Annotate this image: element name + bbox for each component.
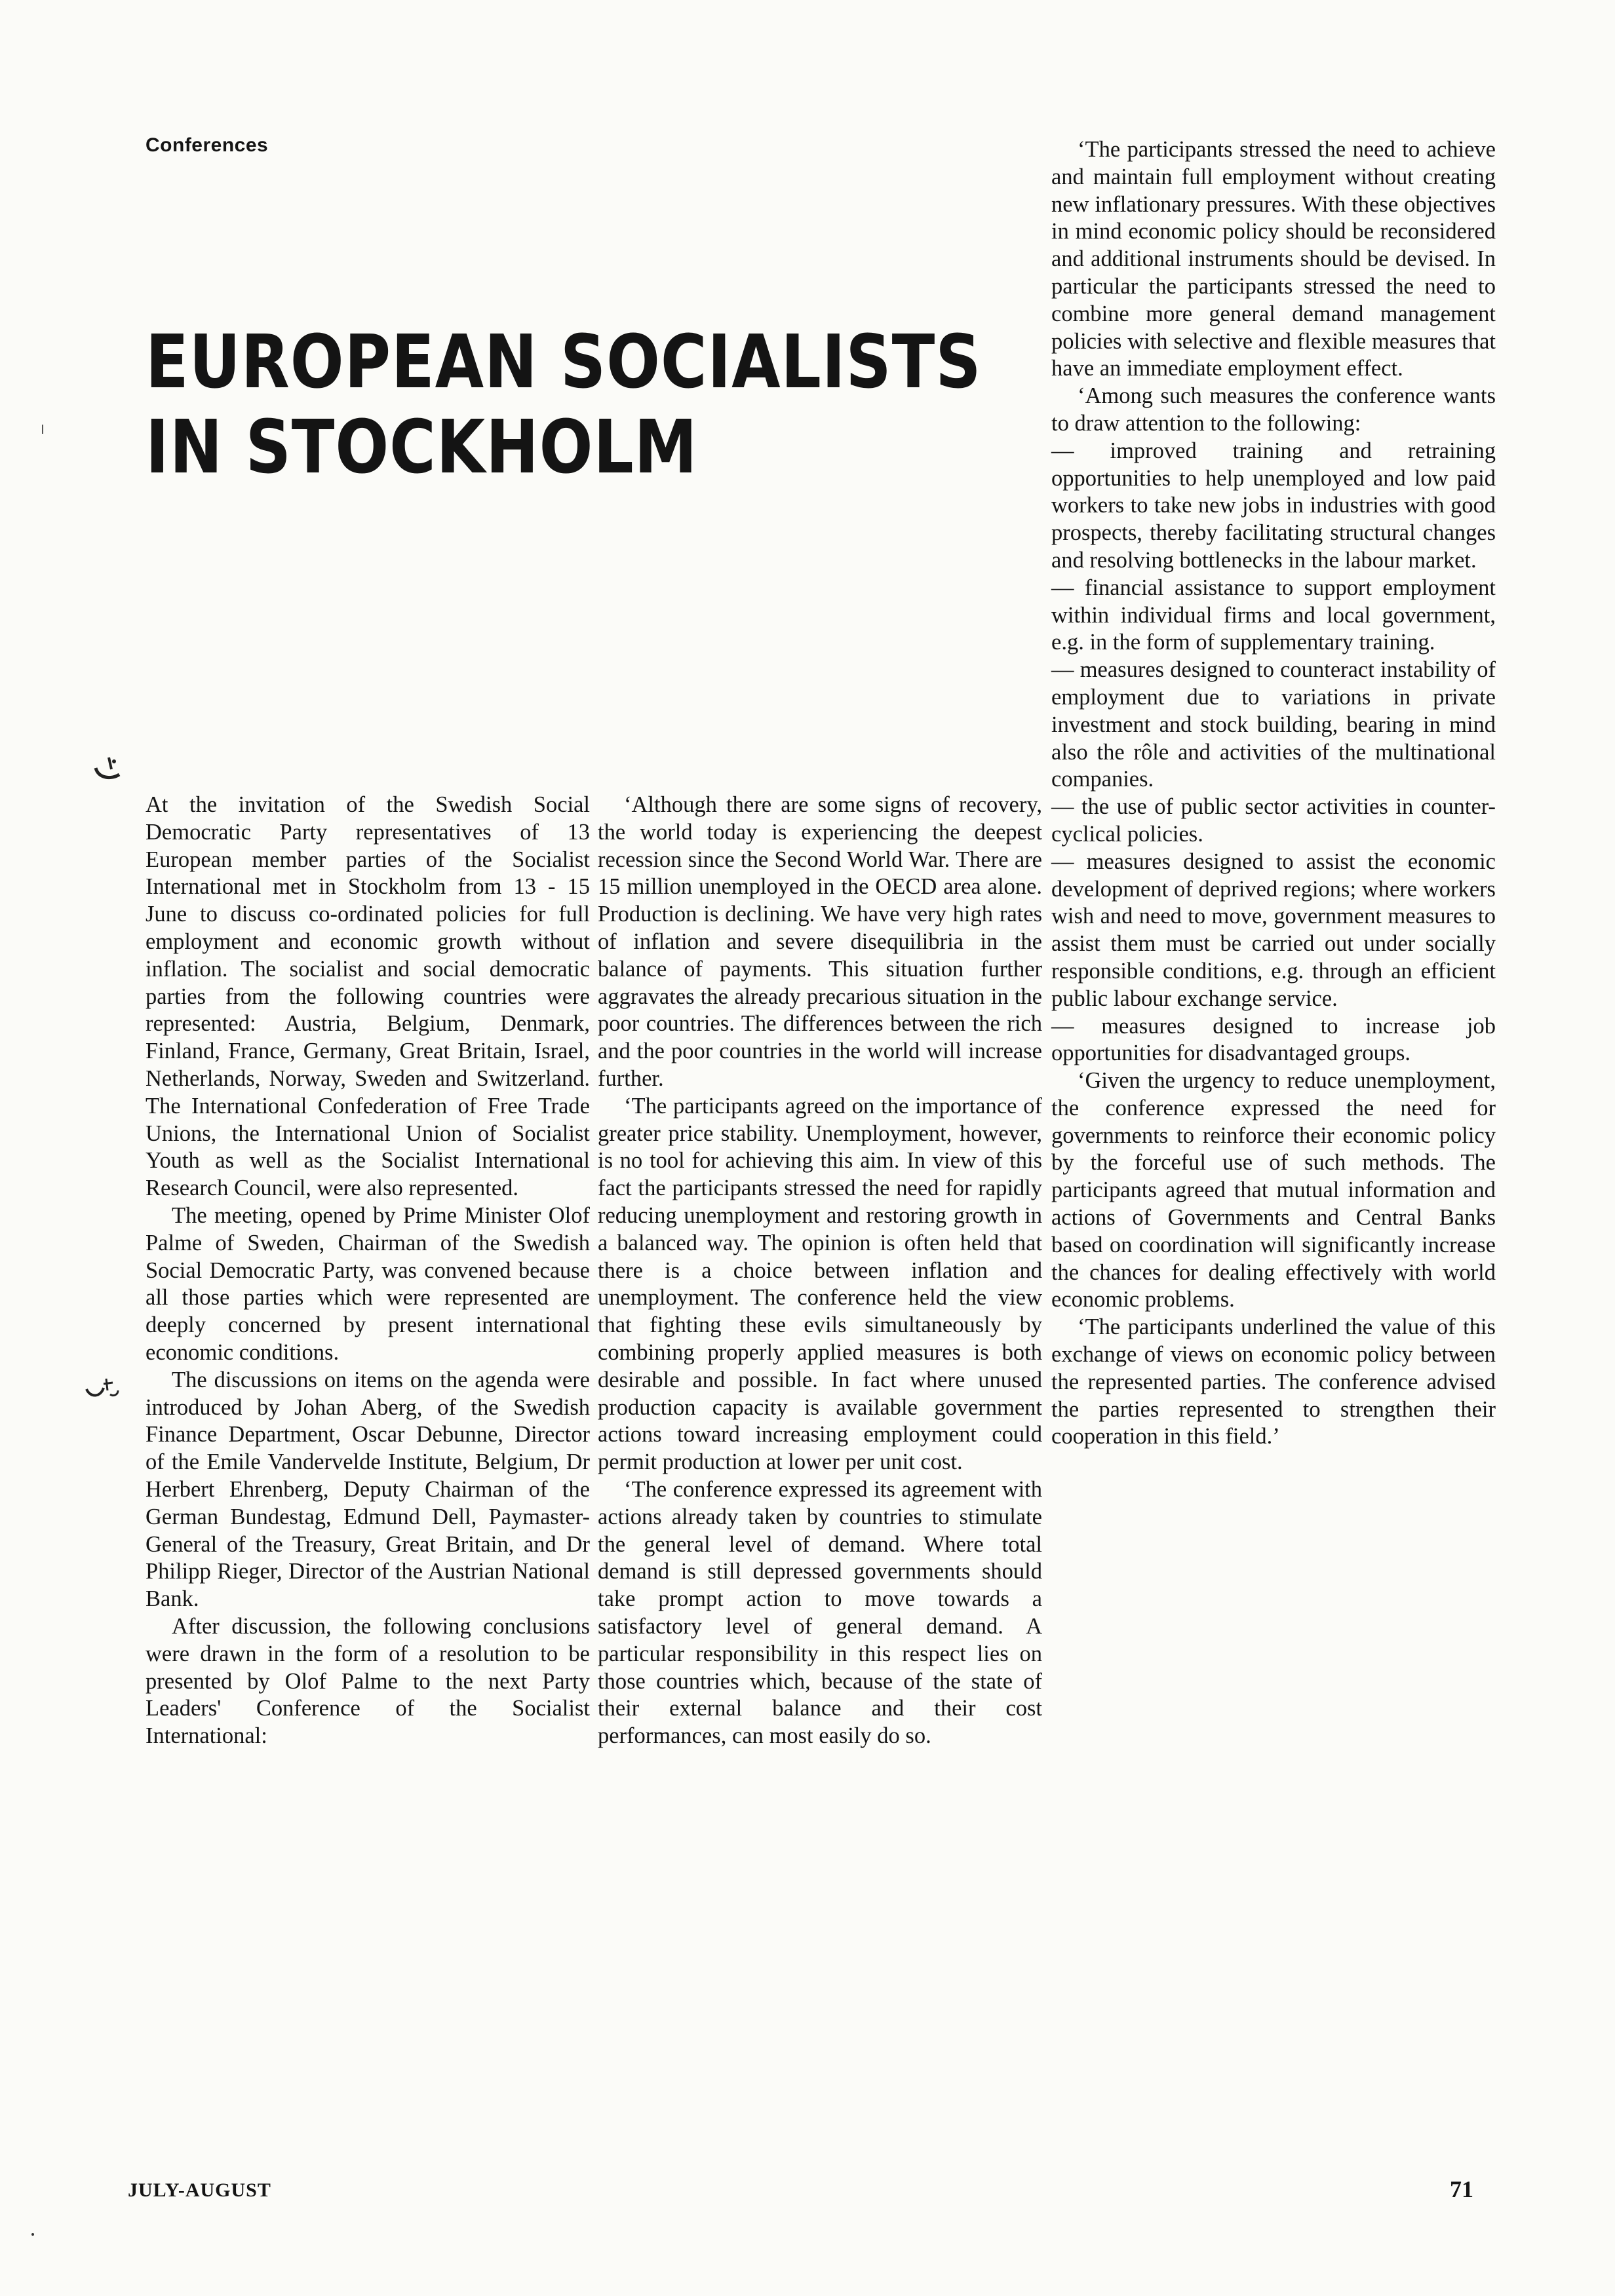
bullet-item: — measures designed to counteract instability of employment due to variations in private investment and stock building, bearing in mind also the rôle and activities of the multinational companies. [1051,657,1496,792]
headline [146,320,981,490]
paragraph: ‘The participants agreed on the importance of greater price stability. Unemployment, however, is no tool for achieving this aim. In view of this fact the participants stressed the need for rapidly reducing unemployment and restoring growth in a balanced way. The opinion is often held that there is a choice between inflation and unemployment. The conference held the view that fighting these evils simultaneously by combining properly applied measures is both desirable and possible. In fact where unused production capacity is available government actions toward increasing employment could permit production at lower per unit cost. [598,1093,1042,1475]
column-1 [146,792,590,1750]
margin-dot [31,2233,34,2236]
bullet-item: — measures designed to increase job opportunities for disadvantaged groups. [1051,1013,1496,1066]
paragraph: ‘The participants stressed the need to achieve and maintain full employment without creating new inflationary pressures. With these objectives in mind economic policy should be reconsidered and additional instruments should be devised. In particular the participants stressed the need to combine more general demand management policies with selective and flexible measures that have an immediate employment effect. [1051,137,1496,381]
paragraph: The meeting, opened by Prime Minister Olof Palme of Sweden, Chairman of the Swedish Social Democratic Party, was convened because all those parties which were represented are deeply concerned by present international economic conditions. [146,1202,590,1365]
column-2 [598,792,1042,1750]
issue-label: JULY-AUGUST [128,2179,271,2201]
paragraph: ‘Among such measures the conference wants to draw attention to the following: [1051,383,1496,436]
paragraph: The discussions on items on the agenda were introduced by Johan Aberg, of the Swedish Finance Department, Oscar Debunne, Director of the Emile Vandervelde Institute, Belgium, Dr Herbert Ehrenberg, Deputy Chairman of the German Bundestag, Edmund Dell, Paymaster-General of the Treasury, Great Britain, and Dr Philipp Rieger, Director of the Austrian National Bank. [146,1367,590,1612]
bullet-item: — the use of public sector activities in counter-cyclical policies. [1051,794,1496,847]
paragraph: ‘Although there are some signs of recovery, the world today is experiencing the deepest recession since the Second World War. There are 15 million unemployed in the OECD area alone. Production is declining. We have very high rates of inflation and severe disequilibria in the balance of payments. This situation further aggravates the already precarious situation in the poor countries. The differences between the rich and the poor countries in the world will increase further. [598,792,1042,1091]
section-label: Conferences [146,134,269,156]
margin-scribble-icon-2 [84,1375,121,1401]
column-3 [1051,136,1496,1451]
paragraph: ‘The conference expressed its agreement with actions already taken by countries to stimulate the general level of demand. Where total demand is still depressed governments should take prompt action to move towards a satisfactory level of general demand. A particular responsibility in this respect lies on those countries which, because of the state of their external balance and their cost performances, can most easily do so. [598,1476,1042,1749]
page-number: 71 [1450,2176,1473,2202]
margin-scribble-icon [92,752,125,785]
paragraph: ‘The participants underlined the value of this exchange of views on economic policy between the represented parties. The conference advised the parties represented to strengthen their cooperation in this field.’ [1051,1314,1496,1449]
bullet-item: — measures designed to assist the economic development of deprived regions; where workers wish and need to move, government measures to assist them must be carried out under socially responsible conditions, e.g. through an efficient public labour exchange service. [1051,849,1496,1011]
bullet-item: — improved training and retraining opportunities to help unemployed and low paid workers to take new jobs in industries with good prospects, thereby facilitating structural changes and resolving bottlenecks in the labour market. [1051,438,1496,573]
headline-line-2: IN STOCKHOLM [146,405,698,490]
paragraph: At the invitation of the Swedish Social Democratic Party representatives of 13 European member parties of the Socialist International met in Stockholm from 13 - 15 June to discuss co-ordinated policies for full employment and economic growth without inflation. The socialist and social democratic parties from the following countries were represented: Austria, Belgium, Denmark, Finland, France, Germany, Great Britain, Israel, Netherlands, Norway, Sweden and Switzerland. The International Confederation of Free Trade Unions, the International Union of Socialist Youth as well as the Socialist International Research Council, were also represented. [146,792,590,1201]
paragraph: After discussion, the following conclusions were drawn in the form of a resolution to be presented by Olof Palme to the next Party Leaders' Conference of the Socialist International: [146,1613,590,1749]
paragraph: ‘Given the urgency to reduce unemployment, the conference expressed the need for governments to reinforce their economic policy by the forceful use of such methods. The participants agreed that mutual information and actions of Governments and Central Banks based on coordination will significantly increase the chances for dealing effectively with world economic problems. [1051,1068,1496,1312]
bullet-item: — financial assistance to support employment within individual firms and local government, e.g. in the form of supplementary training. [1051,575,1496,655]
margin-tick [42,425,43,434]
headline-line-1: EUROPEAN SOCIALISTS [146,320,982,405]
